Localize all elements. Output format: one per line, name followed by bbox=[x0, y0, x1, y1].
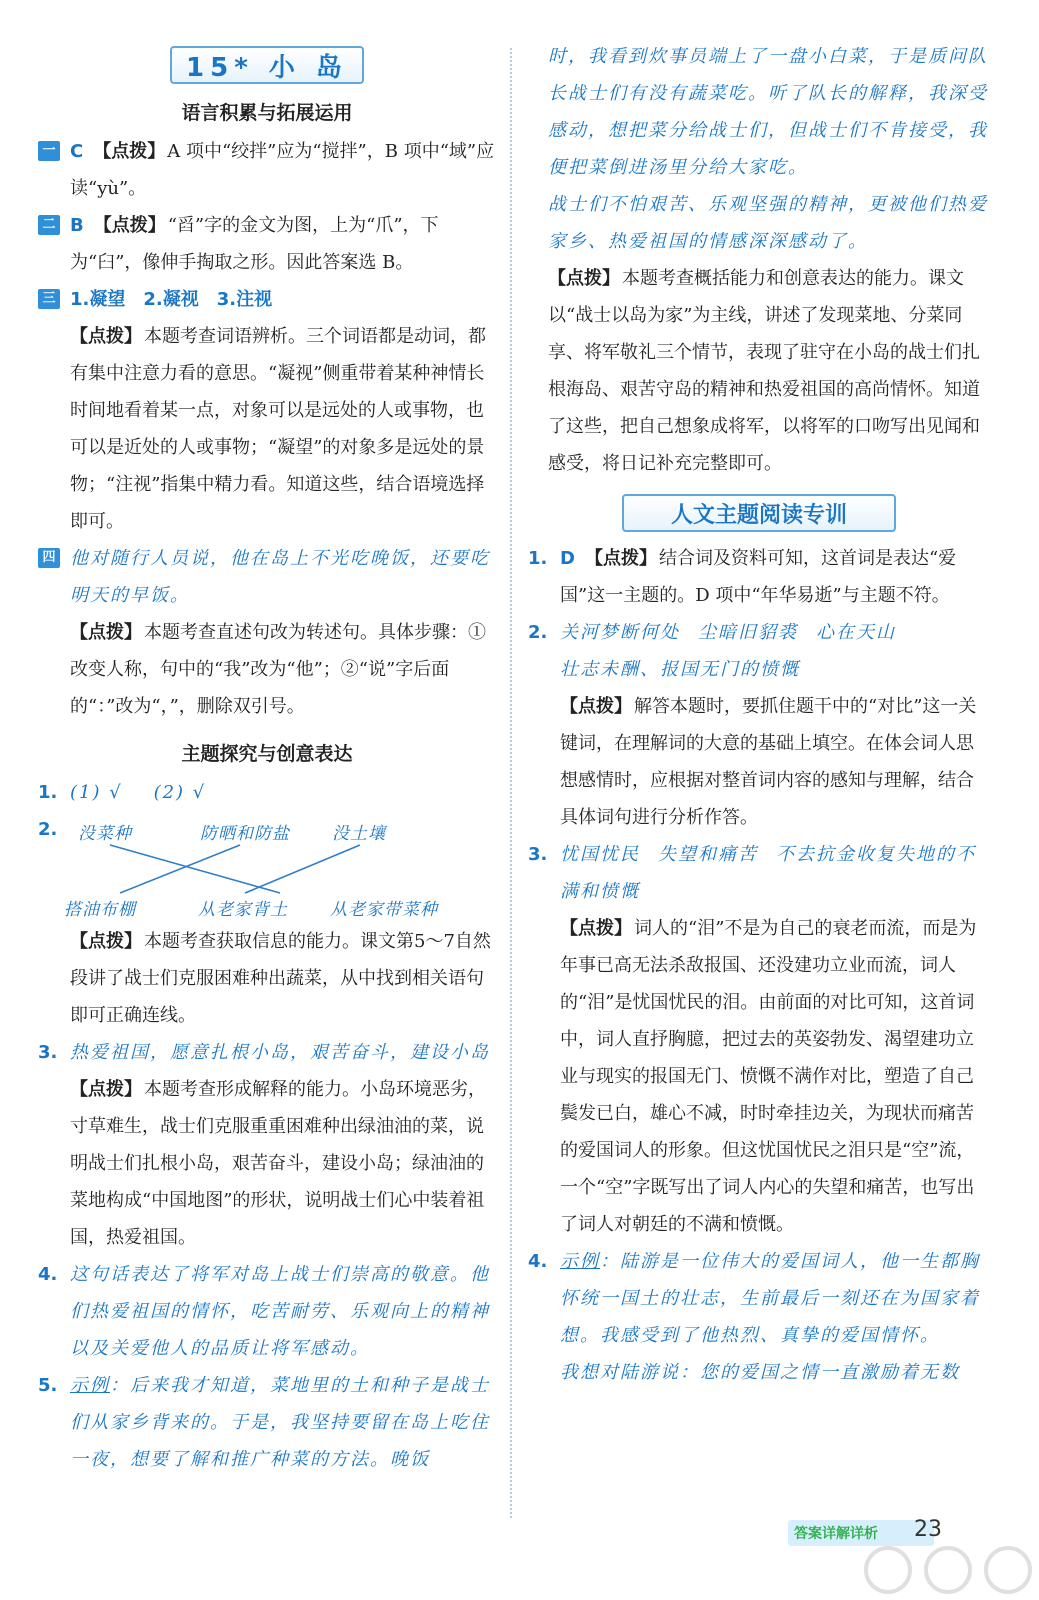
right-column bbox=[528, 38, 990, 1391]
part-number: 3. bbox=[528, 844, 548, 865]
left-column bbox=[38, 38, 496, 1478]
handwritten-answer: 失望和痛苦 bbox=[658, 844, 758, 865]
tip-text: 本题考查直述句改为转述句。具体步骤：①改变人称，句中的“我”改为“他”；②“说”字后面的“：”改为“，”，删除双引号。 bbox=[70, 622, 486, 717]
tip-text: 本题考查获取信息的能力。课文第5～7自然段讲了战士们克服困难种出蔬菜，从中找到相关语句即可正确连线。 bbox=[70, 931, 491, 1026]
match-top-item: 没土壤 bbox=[332, 824, 386, 844]
handwritten-answer: ：后来我才知道，菜地里的土和种子是战士们从家乡背来的。于是，我坚持要留在岛上吃住一夜，想要了解和推广种菜的方法。晚饭 bbox=[70, 1375, 490, 1470]
reading-1 bbox=[528, 540, 990, 614]
lesson-title: 15* 小 岛 bbox=[170, 46, 364, 84]
handwritten-answer: 壮志未酬、报国无门的愤慨 bbox=[560, 659, 800, 680]
section-banner: 人文主题阅读专训 bbox=[622, 494, 896, 532]
tip-label: 【点拨】 bbox=[70, 622, 142, 643]
part-number: 1. bbox=[38, 782, 58, 803]
page-number: 23 bbox=[914, 1517, 942, 1542]
question-number: 二 bbox=[38, 215, 60, 235]
question-3 bbox=[38, 281, 496, 318]
tip-text: “舀”字的金文为图，上为“爪”，下为“臼”，像伸手掏取之形。因此答案选 B。 bbox=[70, 215, 439, 273]
tip-label: 【点拨】 bbox=[70, 1079, 142, 1100]
match-bottom-item: 搭油布棚 bbox=[64, 900, 136, 920]
tip-text: 本题考查词语辨析。三个词语都是动词，都有集中注意力看的意思。“凝视”侧重带着某种神情长时间地看着某一点，对象可以是远处的人或事物，也可以是近处的人或事物；“凝望”的对象多是远处的景物；“注视”指集中精力看。知道这些，结合语境选择即可。 bbox=[70, 326, 486, 532]
tip-label: 【点拨】 bbox=[560, 918, 632, 939]
reading-3 bbox=[528, 836, 990, 910]
part-number: 3. bbox=[38, 1042, 58, 1063]
reading-2 bbox=[528, 614, 990, 688]
handwritten-answer: (1) √ (2) √ bbox=[70, 782, 207, 803]
part-number: 2. bbox=[528, 622, 548, 643]
tip-paragraph bbox=[528, 260, 990, 482]
answer-letter: C bbox=[70, 141, 84, 162]
tip-label: 【点拨】 bbox=[560, 696, 632, 717]
section-title-theme: 主题探究与创意表达 bbox=[181, 743, 353, 765]
handwritten-continuation: 时，我看到炊事员端上了一盘小白菜，于是质问队长战士们有没有蔬菜吃。听了队长的解释，我深受感动，想把菜分给战士们，但战士们不肯接受，我便把菜倒进汤里分给大家吃。 bbox=[548, 46, 988, 178]
answer-letter: B bbox=[70, 215, 84, 236]
answer-item: 2.凝视 bbox=[143, 289, 199, 310]
reading-4 bbox=[528, 1243, 990, 1391]
footer-tag: 答案详解详析 bbox=[788, 1520, 934, 1546]
tip-text: 结合词及资料可知，这首词是表达“爱国”这一主题的。D 项中“年华易逝”与主题不符。 bbox=[560, 548, 957, 606]
match-line bbox=[245, 845, 360, 893]
question-4 bbox=[38, 540, 496, 614]
part-number: 4. bbox=[528, 1251, 548, 1272]
tip-label: 【点拨】 bbox=[70, 931, 142, 952]
answer-item: 3.注视 bbox=[216, 289, 273, 310]
answer-item: 1.凝望 bbox=[70, 289, 126, 310]
part-number: 5. bbox=[38, 1375, 58, 1396]
question-2 bbox=[38, 207, 496, 281]
handwritten-answer: 他对随行人员说，他在岛上不光吃晚饭，还要吃明天的早饭。 bbox=[70, 548, 490, 606]
match-line bbox=[110, 845, 280, 893]
part-number: 4. bbox=[38, 1264, 58, 1285]
question-number: 一 bbox=[38, 141, 60, 161]
answer-letter: D bbox=[560, 548, 575, 569]
match-bottom-item: 从老家带菜种 bbox=[330, 900, 438, 920]
question-1 bbox=[38, 133, 496, 207]
part-1 bbox=[38, 774, 496, 811]
handwritten-answer: ：陆游是一位伟大的爱国词人，他一生都胸怀统一国土的壮志，生前最后一刻还在为国家着想。我感受到了他热烈、真挚的爱国情怀。 bbox=[560, 1251, 980, 1346]
tip-paragraph bbox=[38, 318, 496, 540]
part-5 bbox=[38, 1367, 496, 1478]
handwritten-answer: 忧国忧民 bbox=[560, 844, 640, 865]
tip-label: 【点拨】 bbox=[548, 268, 620, 289]
handwritten-continuation: 战士们不怕艰苦、乐观坚强的精神，更被他们热爱家乡、热爱祖国的情感深深感动了。 bbox=[548, 194, 988, 252]
tip-label: 【点拨】 bbox=[93, 141, 166, 162]
example-label: 示例 bbox=[70, 1375, 110, 1396]
handwritten-answer: 我想对陆游说：您的爱国之情一直激励着无数 bbox=[560, 1362, 960, 1383]
matching-diagram bbox=[64, 811, 496, 923]
handwritten-answer: 热爱祖国，愿意扎根小岛，艰苦奋斗，建设小岛 bbox=[70, 1042, 490, 1063]
tip-label: 【点拨】 bbox=[93, 215, 166, 236]
part-4 bbox=[38, 1256, 496, 1367]
section-title-language: 语言积累与拓展运用 bbox=[181, 102, 353, 124]
watermark-logo-icon bbox=[838, 1540, 1038, 1600]
part-number: 1. bbox=[528, 548, 548, 569]
part-3 bbox=[38, 1034, 496, 1071]
tip-paragraph bbox=[38, 923, 496, 1034]
handwritten-answer: 这句话表达了将军对岛上战士们崇高的敬意。他们热爱祖国的情怀，吃苦耐劳、乐观向上的精神以及关爱他人的品质让将军感动。 bbox=[70, 1264, 490, 1359]
tip-text: 本题考查形成解释的能力。小岛环境恶劣，寸草难生，战士们克服重重困难种出绿油油的菜，说明战士们扎根小岛，艰苦奋斗，建设小岛；绿油油的菜地构成“中国地图”的形状，说明战士们心中装着祖国，热爱祖国。 bbox=[70, 1079, 486, 1248]
tip-paragraph bbox=[38, 1071, 496, 1256]
tip-paragraph bbox=[528, 688, 990, 836]
tip-paragraph bbox=[38, 614, 496, 725]
question-number: 四 bbox=[38, 548, 60, 568]
match-top-item: 防晒和防盐 bbox=[200, 824, 290, 844]
part-number: 2. bbox=[38, 819, 58, 840]
column-divider bbox=[510, 48, 512, 1518]
tip-text: 解答本题时，要抓住题干中的“对比”这一关键词，在理解词的大意的基础上填空。在体会词人思想感情时，应根据对整首词内容的感知与理解，结合具体词句进行分析作答。 bbox=[560, 696, 977, 828]
tip-text: 本题考查概括能力和创意表达的能力。课文以“战士以岛为家”为主线，讲述了发现菜地、分菜同享、将军敬礼三个情节，表现了驻守在小岛的战士们扎根海岛、艰苦守岛的精神和热爱祖国的高尚情怀。知道了这些，把自己想象成将军，以将军的口吻写出见闻和感受，将日记补充完整即可。 bbox=[548, 268, 980, 474]
tip-text: A 项中“绞拌”应为“搅拌”，B 项中“域”应读“yù”。 bbox=[70, 141, 495, 199]
match-bottom-item: 从老家背土 bbox=[198, 900, 288, 920]
handwritten-answer: 不去抗金收复失地的不满和愤慨 bbox=[560, 844, 976, 902]
handwritten-answer: 关河梦断何处 bbox=[560, 622, 680, 643]
handwritten-answer: 心在天山 bbox=[816, 622, 896, 643]
handwritten-answer: 尘暗旧貂裘 bbox=[698, 622, 798, 643]
tip-label: 【点拨】 bbox=[584, 548, 657, 569]
tip-paragraph bbox=[528, 910, 990, 1243]
match-top-item: 没菜种 bbox=[78, 824, 132, 844]
tip-text: 词人的“泪”不是为自己的衰老而流，而是为年事已高无法杀敌报国、还没建功立业而流，词人的“泪”是忧国忧民的泪。由前面的对比可知，这首词中，词人直抒胸臆，把过去的英姿勃发、渴望建功立业与现实的报国无门、愤慨不满作对比，塑造了自己鬓发已白，雄心不减，时时牵挂边关，为现状而痛苦的爱国词人的形象。但这忧国忧民之泪只是“空”流，一个“空”字既写出了词人内心的失望和痛苦，也写出了词人对朝廷的不满和愤慨。 bbox=[560, 918, 977, 1235]
tip-label: 【点拨】 bbox=[70, 326, 142, 347]
example-label: 示例 bbox=[560, 1251, 600, 1272]
question-number: 三 bbox=[38, 289, 60, 309]
